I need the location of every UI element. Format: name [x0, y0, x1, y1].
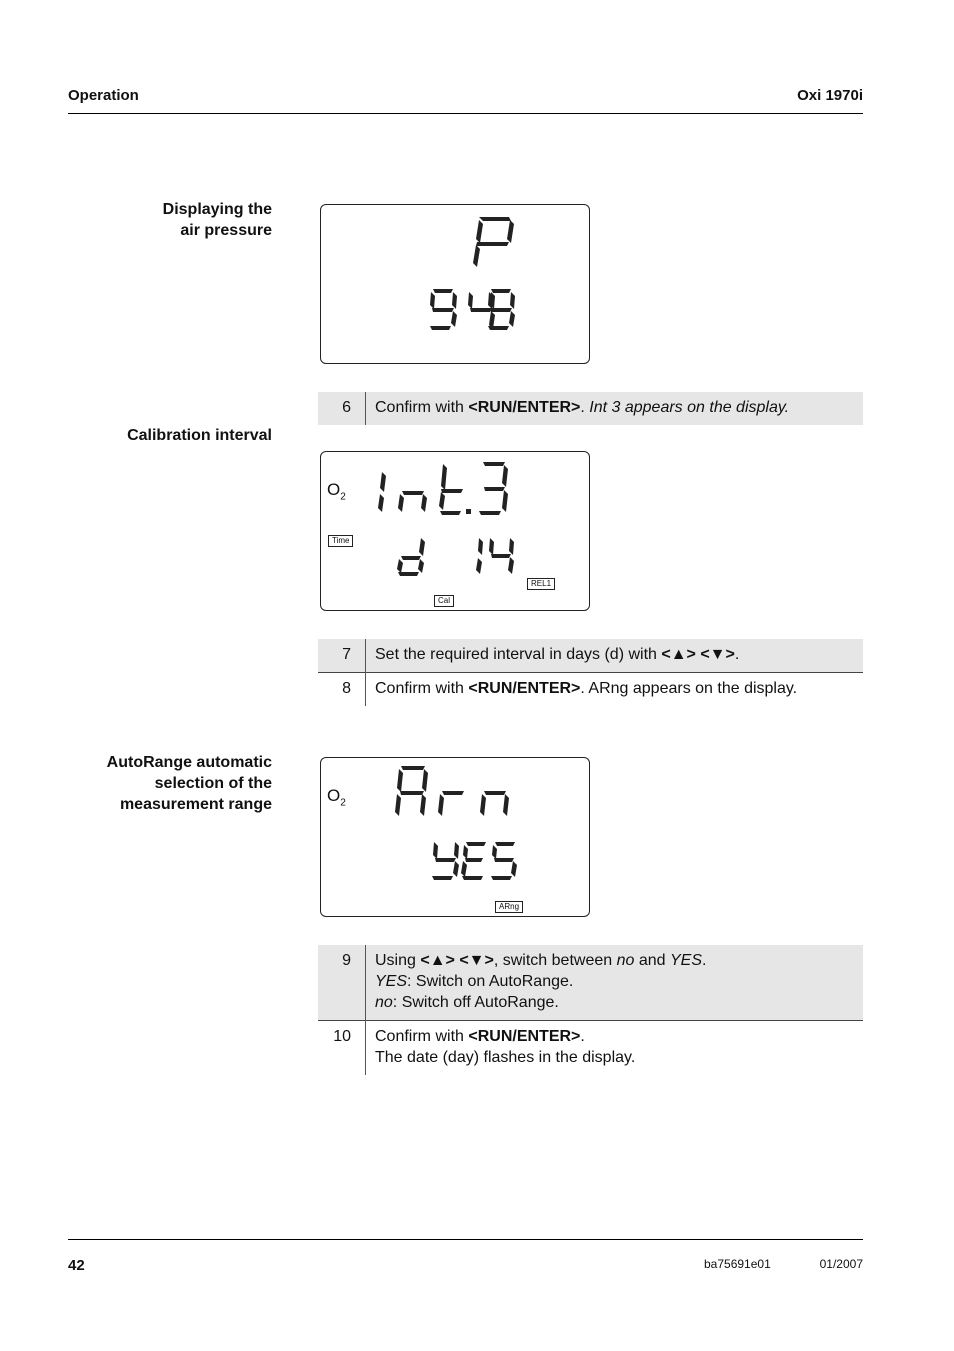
- footer-rule: [68, 1239, 863, 1240]
- step-text: Confirm with <RUN/ENTER>. Int 3 appears on the display.: [366, 392, 864, 425]
- cal-indicator: Cal: [434, 595, 454, 607]
- header-model: Oxi 1970i: [797, 87, 863, 104]
- step-number: 7: [318, 639, 366, 673]
- time-indicator: Time: [328, 535, 353, 547]
- step-text: Confirm with <RUN/ENTER>. ARng appears on the display.: [366, 673, 864, 707]
- o2-indicator: $O_2$: [327, 786, 346, 809]
- step-row: [318, 673, 863, 707]
- step-number: 6: [318, 392, 366, 425]
- section-heading-autorange: AutoRange automatic selection of the measurement range: [106, 754, 272, 813]
- step-text: Using <▲> <▼>, switch between no and YES. YES: Switch on AutoRange. no: Switch off AutoRange.: [366, 945, 864, 1021]
- lcd-segments: [321, 205, 589, 363]
- rel1-indicator: REL1: [527, 578, 555, 590]
- step-number: 10: [318, 1021, 366, 1076]
- document-date: 01/2007: [819, 1257, 863, 1271]
- section-heading-calibration-interval: Calibration interval: [127, 427, 272, 444]
- steps-table-6: [318, 392, 863, 425]
- header-rule: [68, 113, 863, 114]
- step-text: Set the required interval in days (d) with <▲> <▼>.: [366, 639, 864, 673]
- lcd-segments: [321, 758, 589, 916]
- lcd-display-autorange: [320, 757, 590, 917]
- step-row: [318, 1021, 863, 1076]
- step-number: 9: [318, 945, 366, 1021]
- steps-table-9-10: [318, 945, 863, 1075]
- lcd-display-calibration-interval: [320, 451, 590, 611]
- arng-indicator: ARng: [495, 901, 523, 913]
- step-row: [318, 392, 863, 425]
- header-section: Operation: [68, 87, 139, 104]
- lcd-display-air-pressure: [320, 204, 590, 364]
- document-id: ba75691e01: [704, 1257, 771, 1271]
- steps-table-7-8: [318, 639, 863, 706]
- step-number: 8: [318, 673, 366, 707]
- section-heading-air-pressure: Displaying the air pressure: [162, 201, 272, 239]
- page-number: 42: [68, 1257, 85, 1274]
- o2-indicator: $O_2$: [327, 480, 346, 503]
- step-row: [318, 945, 863, 1021]
- step-text: Confirm with <RUN/ENTER>. The date (day) flashes in the display.: [366, 1021, 864, 1076]
- step-row: [318, 639, 863, 673]
